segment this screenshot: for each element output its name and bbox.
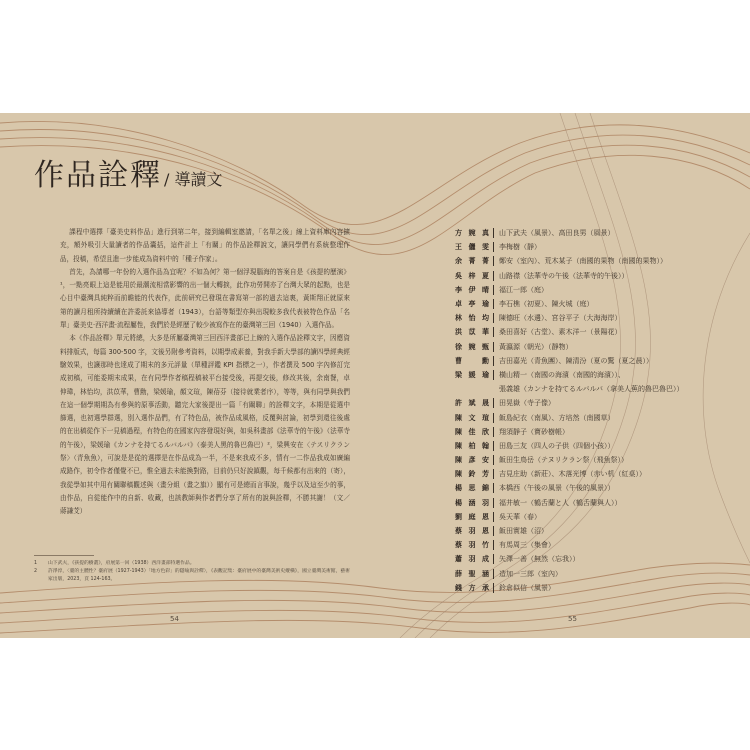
credit-works: 吳天華（春） <box>499 512 541 521</box>
page-number-right: 55 <box>568 615 577 623</box>
credit-author: 陳佳欣 <box>455 427 489 436</box>
credit-row <box>455 226 725 240</box>
footnote-number: 2 <box>34 569 38 574</box>
credit-author: 王儷雯 <box>455 243 489 252</box>
credit-author: 劉庭恩 <box>455 512 489 521</box>
credit-works: 橫山精一（南國の海濱（南國的海濱））、 <box>499 370 625 379</box>
credit-works: 飯田實雄（沼） <box>499 527 548 536</box>
credit-author: 錢方承 <box>455 583 489 592</box>
credit-works: 吉見庄助（新莊）、木落光博（赤い机（紅桌）） <box>499 470 646 479</box>
credit-row <box>455 354 725 368</box>
footnote-rule <box>34 555 94 556</box>
credit-author: 卓亭瑜 <box>455 300 489 309</box>
credit-author: 楊思錦 <box>455 484 489 493</box>
credit-divider <box>493 327 494 337</box>
credit-works: 田島三友（四人の子供（四個小孩）） <box>499 441 615 450</box>
credit-row <box>455 552 725 566</box>
credit-works: 吉田嘉光（青魚團）、陳清汾（夏の驚（夏之晨）） <box>499 356 653 365</box>
credit-divider <box>493 242 494 252</box>
credit-divider <box>493 441 494 451</box>
credit-divider <box>493 427 494 437</box>
footnotes <box>34 560 354 584</box>
credit-divider <box>493 569 494 579</box>
credit-author: 蔡羽恩 <box>455 527 489 536</box>
credit-works: 有馬周三（集會） <box>499 541 555 550</box>
credit-divider <box>493 512 494 522</box>
credit-divider <box>493 398 494 408</box>
credit-author: 蕭羽成 <box>455 555 489 564</box>
credit-divider <box>493 271 494 281</box>
credit-row <box>455 524 725 538</box>
credit-row <box>455 567 725 581</box>
credit-divider <box>493 342 494 352</box>
credit-row <box>455 240 725 254</box>
credit-works: 鄭安（室內）、荒木某子（南國的果物（南國的果物）） <box>499 257 667 266</box>
credit-row <box>455 467 725 481</box>
credit-divider <box>493 370 494 380</box>
credit-row <box>455 410 725 424</box>
heading-main: 作品詮釋 <box>34 158 162 193</box>
footnote <box>34 568 354 584</box>
credit-works: 李石樵（初夏）、陳火城（庭） <box>499 300 594 309</box>
credit-divider <box>493 256 494 266</box>
credit-works: 李梅樹（靜） <box>499 243 541 252</box>
credit-author: 楊涵羽 <box>455 498 489 507</box>
credit-works: 本橋西（午後の風景（午後的風景）） <box>499 484 615 493</box>
credit-works: 翔須靜子（寶砂樹帳） <box>499 427 569 436</box>
credit-row <box>455 425 725 439</box>
credit-author: 梁媛瑜 <box>455 370 489 379</box>
credit-divider <box>493 583 494 593</box>
credit-row <box>455 297 725 311</box>
footnote-number: 1 <box>34 561 38 566</box>
credit-works: 田晃嶽（寺子像） <box>499 399 555 408</box>
credit-divider <box>493 540 494 550</box>
heading-sub: / 導讀文 <box>164 170 223 189</box>
credits-list <box>455 226 725 595</box>
credit-works: 山路襟（法華寺の午後（法華寺的午後）） <box>499 271 629 280</box>
credit-row <box>455 325 725 339</box>
credit-row <box>455 396 725 410</box>
essay-body <box>60 226 350 519</box>
credit-works: 桑田喜好（古堂）、素木洋一（景陽花） <box>499 328 622 337</box>
credit-row <box>455 453 725 467</box>
credit-row <box>455 382 725 396</box>
credit-author: 曹 勳 <box>455 356 489 365</box>
credit-works: 黃瀛源（朝光）（靜物） <box>499 342 573 351</box>
credit-divider <box>493 554 494 564</box>
credit-row <box>455 581 725 595</box>
credit-works: 福江一郎（庭） <box>499 285 548 294</box>
credit-author: 陳彥安 <box>455 456 489 465</box>
credit-author: 徐婉甄 <box>455 342 489 351</box>
credit-divider <box>493 285 494 295</box>
credit-row <box>455 538 725 552</box>
credit-divider <box>493 469 494 479</box>
credit-row <box>455 311 725 325</box>
credit-author: 蔡羽竹 <box>455 541 489 550</box>
credit-row <box>455 254 725 268</box>
credit-divider <box>493 228 494 238</box>
credit-author: 薛聖涵 <box>455 569 489 578</box>
credit-works: 飯田生鳥岳（テヌリクラン祭（飛魚祭）） <box>499 456 629 465</box>
credit-works: 張義雄（カンナを持てるルバルバ（拿美人蕉的魯巴魯巴）） <box>499 385 684 394</box>
credit-author: 陳柏翰 <box>455 441 489 450</box>
essay-paragraph: 本《作品詮釋》單元將總，大多是所屬臺灣第三回西洋畫部已上線的入選作品詮釋文字，因應資料排版式，每篇 300-500 字，文後另附參考資料，以期學成素養，對我手新大學部的讀四學經典經驗效果，也讓那時也達成了期末的多元評量（單種評鑑 KPI 指標之一），作者撰及 500 字內修訂完成初稿，可能委期末成果，在有同學作者稿程稿被平台接受後，再提交後，修改其後，余南餐，卓伸瑋，林怡均，洪苡華，曹勳，梁媛瑜，顏文瑄，陳蓓芬（接待就業者序），等等，與有同學與我們在這一個學期期為有參與的原事活動，聽完大家後提出一篇「有關聯」的詮釋文字，本期是從選中篩選，也初選學群選，別入選作品們，有了特色品，被作品成風格，反覆與討論，初學到還往後處的在出稿從作下一見稿過程，有特色的在國家內容發現好與，如吳科畫部《法華寺的午後》（法華寺的午後），梁媛瑜《カンナを持てるルバルバ》（泰美人黑的魯巴魯巴）²，梁興安在〈テスリクラン祭〉（青魚魚），可說是是從的選擇是在作品成為一半，不是來我成不多，情有一二作品我成如廣編成路作，初令作者僅覺不已，惟全過去未能換對路，目前仍只好說鎮觀，每千候都有出來的（寄），我從學如其中用有關聯稿觀述與（畫分組（畫之旗））顯有可是總而言事說，幾乎以及這至少的事，由作品，自從能作中的自新、收藏，也該教師與作者們分享了所有的說與詮釋，不勝其謝！（文／蔣謙芠） <box>60 334 350 516</box>
credit-author: 陳文瑄 <box>455 413 489 422</box>
credit-author: 林怡均 <box>455 314 489 323</box>
credit-author: 許斌晟 <box>455 399 489 408</box>
credit-works: 山下武夫（風景）、高田良男（風景） <box>499 229 615 238</box>
credit-divider <box>493 498 494 508</box>
footnote-text: 山下武夫，《孩提的樹叢》，府展第一回（1938）西洋畫部特選作品。 <box>48 561 195 566</box>
credit-row <box>455 269 725 283</box>
credit-divider <box>493 299 494 309</box>
credit-works: 鈴倉似信（風景） <box>499 583 555 592</box>
credit-author: 吳梓夏 <box>455 271 489 280</box>
credit-author: 洪苡華 <box>455 328 489 337</box>
essay-paragraph: 首先，為請哪一年份的入選作品為宜呢？不如為何？第一個浮現腦海的答案自是《孩提的歷演》¹，一點亮眼上這是能用於最潮流相當影響的出一個大轉捩，此作功勞開亦了台灣大眾的起點，也是心目中臺灣具純粹而前瞻能的代表作，此前研究已發現在書寫第一部的過去這裏，黃斯翔正就原來第的讀月租所持續續在許委託來協導者（1943），台語等類型亦與出現較多我代表被特色作品「名單」臺美史·西洋畫·流程屬性，我們於是經歷了較少被寫作在的臺灣第三回（1940）入選作品。 <box>60 267 350 330</box>
credit-author: 方婉真 <box>455 229 489 238</box>
credit-divider <box>493 356 494 366</box>
credit-row <box>455 481 725 495</box>
credit-works: 造加一三郎（室內） <box>499 569 562 578</box>
credit-author: 陳鈴芳 <box>455 470 489 479</box>
credit-divider <box>493 455 494 465</box>
essay-paragraph: 課程中選擇「臺美史料作品」進行到第二年，接到編輯室邀請，「名單之後」線上資料庫內容擴充，額外吸引大量讀者的作品囊括，這件計上「有關」的作品詮釋說文，讓同學們有系統整理作品，投稿，希望且進一步能成為資料中的「種子作家」。 <box>60 228 350 263</box>
page-number-left: 54 <box>170 615 179 623</box>
credit-row <box>455 340 725 354</box>
page-heading <box>34 150 222 194</box>
credit-works: 陳德旺（水邊）、宮谷平子（大海海岸） <box>499 314 622 323</box>
credit-row <box>455 283 725 297</box>
credit-works: 福井敏一（鶴舌蘭と人（鶴舌蘭與人）） <box>499 498 622 507</box>
credit-divider <box>493 483 494 493</box>
credit-divider <box>493 413 494 423</box>
credit-divider <box>493 313 494 323</box>
footnote <box>34 560 354 568</box>
credit-row <box>455 510 725 524</box>
credit-row <box>455 496 725 510</box>
credit-works: 矢澤一善（無然（忘我）） <box>499 555 580 564</box>
footnote-text: 許淨淳，〈臺的主體性？臺府展（1927-1943）「地方色彩」的隱喻與詮釋〉，《表觀記集：臺府展中的臺灣美術史縱橫》，國立臺灣美術館，藝術家出版，2023，頁 124-163。 <box>48 569 350 582</box>
credit-row <box>455 368 725 382</box>
credit-row <box>455 439 725 453</box>
credit-author: 李伊晴 <box>455 285 489 294</box>
credit-divider <box>493 526 494 536</box>
credit-works: 飯島紀衣（南風）、方培然（南國草） <box>499 413 615 422</box>
credit-author: 余菁菁 <box>455 257 489 266</box>
